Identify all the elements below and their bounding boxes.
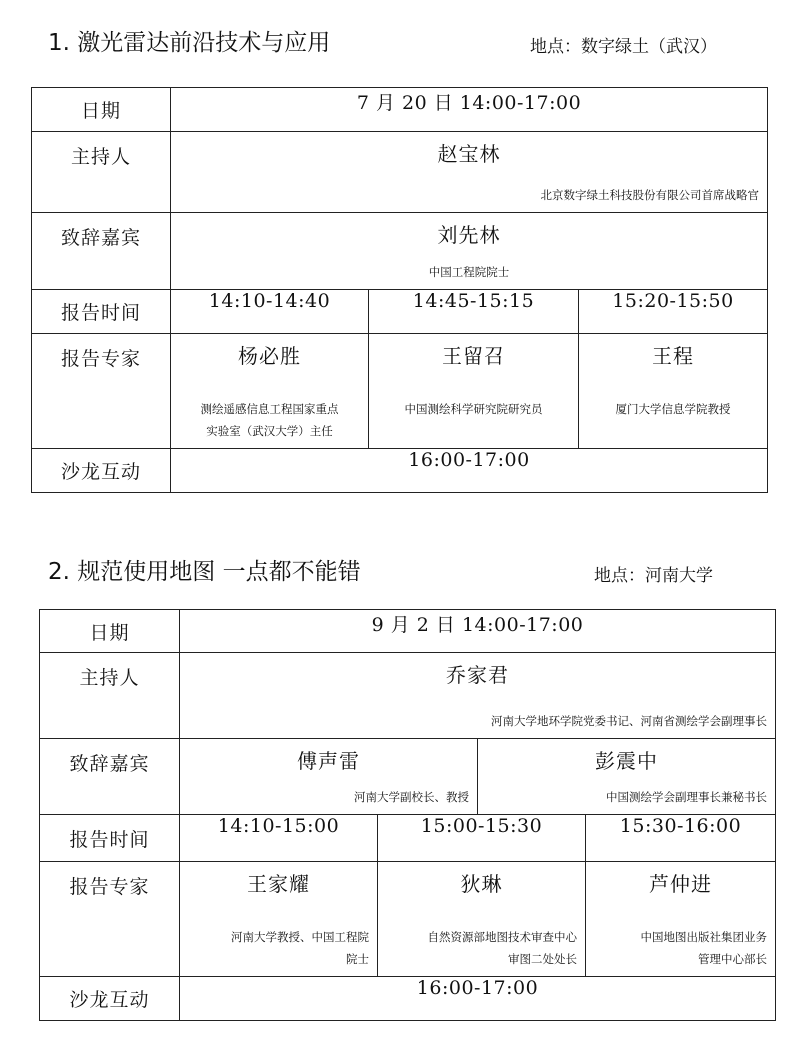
host-affiliation: 河南大学地环学院党委书记、河南省测绘学会副理事长 — [491, 714, 768, 728]
guest-label: 致辞嘉宾 — [32, 213, 171, 290]
expert-affiliation: 河南大学教授、中国工程院 院士 — [231, 930, 369, 966]
section-1-title: 1. 激光雷达前沿技术与应用 — [48, 30, 331, 56]
host-name: 赵宝林 — [437, 142, 501, 166]
expert-3 — [586, 862, 776, 977]
section-1-location: 地点：数字绿土（武汉） — [530, 37, 717, 57]
guest-name: 刘先林 — [437, 223, 501, 247]
guest-name: 傅声雷 — [297, 749, 360, 773]
expert-affiliation: 中国测绘科学研究院研究员 — [404, 402, 543, 416]
report-time-1: 14:10-14:40 — [171, 290, 369, 334]
salon-label: 沙龙互动 — [32, 449, 171, 493]
report-time-row — [32, 290, 768, 334]
date-label: 日期 — [40, 610, 180, 653]
expert-name: 王程 — [652, 344, 695, 368]
guest-affiliation: 河南大学副校长、教授 — [354, 790, 469, 804]
expert-name: 狄琳 — [460, 872, 503, 896]
guest-row — [32, 213, 768, 290]
expert-1 — [171, 334, 369, 449]
expert-name: 芦仲进 — [649, 872, 712, 896]
host-label: 主持人 — [32, 132, 171, 213]
expert-2 — [369, 334, 579, 449]
guest-name: 彭震中 — [595, 749, 658, 773]
host-label: 主持人 — [40, 653, 180, 739]
expert-1 — [180, 862, 378, 977]
date-label: 日期 — [32, 88, 171, 132]
salon-time: 16:00-17:00 — [171, 449, 768, 493]
host-affiliation: 北京数字绿土科技股份有限公司首席战略官 — [540, 188, 760, 202]
guest-cell — [171, 213, 768, 290]
host-cell — [180, 653, 776, 739]
expert-affiliation: 测绘遥感信息工程国家重点 实验室（武汉大学）主任 — [200, 402, 339, 438]
salon-label: 沙龙互动 — [40, 977, 180, 1021]
report-time-3: 15:30-16:00 — [586, 815, 776, 862]
report-time-row — [40, 815, 776, 862]
report-time-2: 15:00-15:30 — [378, 815, 586, 862]
guest-affiliation: 中国工程院院士 — [428, 265, 510, 279]
salon-row — [32, 449, 768, 493]
experts-label: 报告专家 — [32, 334, 171, 449]
section-1-schedule-table — [31, 87, 768, 493]
guest-label: 致辞嘉宾 — [40, 739, 180, 815]
experts-row — [40, 862, 776, 977]
date-row — [40, 610, 776, 653]
host-cell — [171, 132, 768, 213]
report-time-1: 14:10-15:00 — [180, 815, 378, 862]
expert-affiliation: 自然资源部地图技术审查中心 审图二处处长 — [427, 930, 577, 966]
report-time-3: 15:20-15:50 — [579, 290, 768, 334]
section-2-schedule-table — [39, 609, 776, 1021]
expert-affiliation: 厦门大学信息学院教授 — [615, 402, 731, 416]
date-row — [32, 88, 768, 132]
section-2-title: 2. 规范使用地图 一点都不能错 — [48, 559, 361, 585]
guest-1 — [180, 739, 478, 815]
expert-name: 杨必胜 — [238, 344, 301, 368]
report-time-label: 报告时间 — [40, 815, 180, 862]
experts-label: 报告专家 — [40, 862, 180, 977]
expert-3 — [579, 334, 768, 449]
date-value: 7 月 20 日 14:00-17:00 — [171, 88, 768, 132]
guest-affiliation: 中国测绘学会副理事长兼秘书长 — [606, 790, 768, 804]
expert-affiliation: 中国地图出版社集团业务 管理中心部长 — [640, 930, 768, 966]
expert-2 — [378, 862, 586, 977]
host-row — [40, 653, 776, 739]
expert-name: 王留召 — [442, 344, 505, 368]
report-time-label: 报告时间 — [32, 290, 171, 334]
salon-time: 16:00-17:00 — [180, 977, 776, 1021]
experts-row — [32, 334, 768, 449]
guest-row — [40, 739, 776, 815]
salon-row — [40, 977, 776, 1021]
section-2-location: 地点：河南大学 — [594, 566, 713, 586]
report-time-2: 14:45-15:15 — [369, 290, 579, 334]
expert-name: 王家耀 — [247, 872, 310, 896]
guest-2 — [478, 739, 776, 815]
date-value: 9 月 2 日 14:00-17:00 — [180, 610, 776, 653]
host-name: 乔家君 — [446, 663, 509, 687]
host-row — [32, 132, 768, 213]
